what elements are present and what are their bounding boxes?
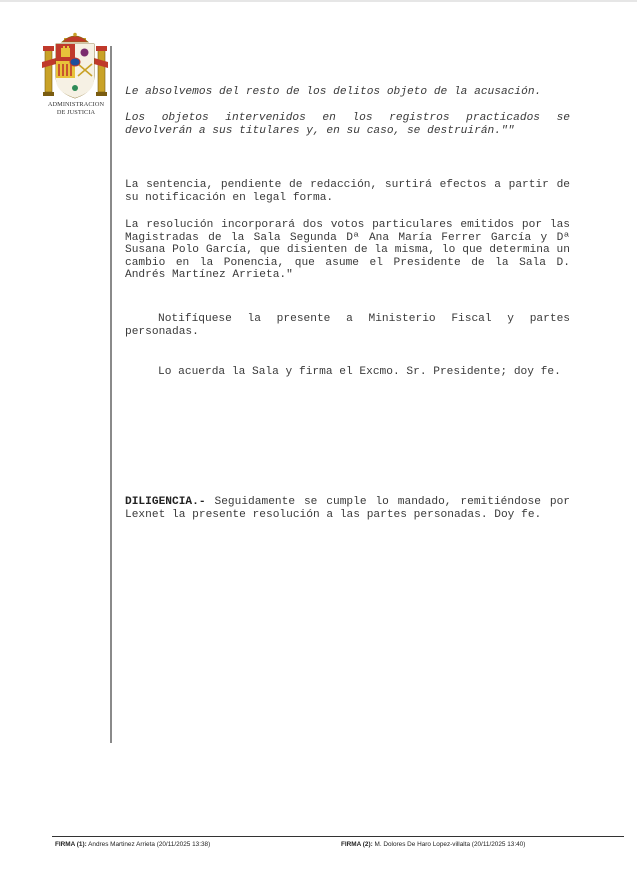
seal-caption-line-1: ADMINISTRACION [47,101,105,108]
signature-2 [341,841,525,848]
paragraph-absolution [125,86,570,99]
paragraph-text: Le absolvemos del resto de los delitos objeto de la acusación. [125,86,542,98]
paragraph-text: Lo acuerda la Sala y firma el Excmo. Sr. Presidente; doy fe. [158,366,561,378]
page-top-edge [0,0,637,2]
margin-rule [110,46,112,743]
signature-2-value: M. Dolores De Haro Lopez-villalta (20/11/2025 13:40) [372,841,526,848]
diligencia-block [125,496,570,521]
paragraph-dissenting-votes [125,219,570,282]
paragraph-seized-objects [125,112,570,137]
paragraph-sentence-effects [125,179,570,204]
signature-1 [55,841,210,848]
footer-rule [52,836,624,837]
signature-2-label: FIRMA (2): [341,841,373,848]
diligencia-paragraph [125,496,570,521]
paragraph-text: Notifíquese la presente a Ministerio Fiscal y partes personadas. [125,313,570,338]
paragraph-text: La sentencia, pendiente de redacción, surtirá efectos a partir de su notificación en legal forma. [125,179,570,204]
paragraph-text: La resolución incorporará dos votos particulares emitidos por las Magistradas de la Sala Segunda Dª Ana María Ferrer García y Dª Susana Polo García, que disienten de la misma, lo que determina un cambio en la Ponencia, que asume el Presidente de la Sala D. Andrés Martínez Arrieta." [125,219,570,282]
diligencia-label: DILIGENCIA.- [125,496,206,508]
paragraph-notification [125,313,570,338]
paragraph-agreement [125,366,570,379]
paragraph-text: Los objetos intervenidos en los registros practicados se devolverán a sus titulares y, en su caso, se destruirán."" [125,112,570,137]
seal-caption [38,101,114,117]
signature-1-value: Andres Martinez Arrieta (20/11/2025 13:38) [86,841,211,848]
seal-caption-line-2: DE JUSTICIA [56,109,96,116]
signature-1-label: FIRMA (1): [55,841,87,848]
diligencia-text: Seguidamente se cumple lo mandado, remitiéndose por Lexnet la presente resolución a las partes personadas. Doy fe. [125,496,570,521]
